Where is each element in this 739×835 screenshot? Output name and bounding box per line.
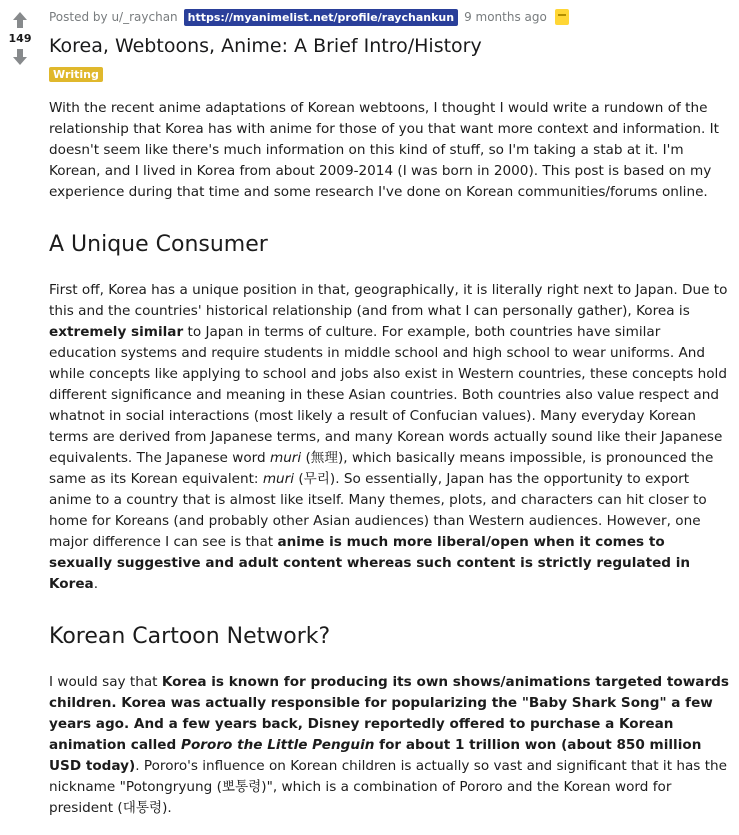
italic-span: muri <box>269 450 302 466</box>
text-span: First off, Korea has a unique position in that, geographically, it is literally right next to Japan. Due to this and the countries' historical relationship (and from what I can personally gather), Korea is <box>49 282 728 319</box>
bold-italic-span <box>181 737 374 753</box>
downvote-arrow-icon[interactable] <box>10 47 30 67</box>
post-flair-tag[interactable]: Writing <box>49 67 103 82</box>
text-span: to Japan in terms of culture. For example, both countries have similar education systems and require students in middle school and high school to wear uniforms. And while concepts like applying to school and jobs also exist in Western countries, these concepts hold different significance and meaning in these Asian countries. Both countries also value respect and whatnot in social interactions (most likely a result of Confucian values). Many everyday Korean terms are derived from Japanese terms, and many Korean words actually sound like their Japanese equivalents. The Japanese word <box>49 324 727 466</box>
award-icon[interactable] <box>555 9 569 25</box>
post-meta <box>49 0 729 34</box>
post-body <box>49 98 729 819</box>
bold-span: Korea is known for producing its own shows/animations targeted towards children. Korea was actually responsible for popularizing the "Baby Shark Song" a few years ago. And a few years back, Disney reportedly offered to purchase a Korean animation called <box>49 674 729 753</box>
section-paragraph-korean-cartoon-network <box>49 672 729 819</box>
bold-span: extremely similar <box>49 324 184 340</box>
section-paragraph-unique-consumer <box>49 280 729 595</box>
text-span: . <box>93 576 99 592</box>
user-flair-link[interactable]: https://myanimelist.net/profile/raychankun <box>184 9 458 26</box>
posted-by-link[interactable]: Posted by u/_raychan <box>49 10 178 24</box>
upvote-arrow-icon[interactable] <box>10 10 30 30</box>
bold-span: anime is much more liberal/open when it comes to sexually suggestive and adult content whereas such content is strictly regulated in Korea <box>49 534 691 592</box>
vote-column <box>0 0 40 67</box>
section-heading-unique-consumer: A Unique Consumer <box>49 232 268 257</box>
text-span: (無理), which basically means impossible, is pronounced the same as its Korean equivalent: <box>49 450 714 487</box>
italic-span: Pororo the Little Penguin <box>181 737 375 753</box>
text-span: (무리). So essentially, Japan has the opportunity to export anime to a country that is almost like itself. Many themes, plots, and characters can hit closer to home for Koreans (and probably other Asian audiences) than Western audiences. However, one major difference I can see is that <box>49 471 707 550</box>
italic-span: muri <box>262 471 295 487</box>
bold-span: for about 1 trillion won (about 850 million USD today) <box>49 737 702 774</box>
post-time[interactable]: 9 months ago <box>464 10 547 24</box>
text-span: . Pororo's influence on Korean children is actually so vast and significant that it has the nickname "Potongryung (뽀통령)", which is a combination of Pororo and the Korean word for president (대통령). <box>49 758 728 816</box>
post-title[interactable]: Korea, Webtoons, Anime: A Brief Intro/History <box>49 35 482 57</box>
post-content <box>49 0 729 835</box>
intro-paragraph: With the recent anime adaptations of Korean webtoons, I thought I would write a rundown of the relationship that Korea has with anime for those of you that want more context and information. It doesn't seem like there's much information on this kind of stuff, so I'm taking a stab at it. I'm Korean, and I lived in Korea from about 2009-2014 (I was born in 2000). This post is based on my experience during that time and some research I've done on Korean communities/forums online. <box>49 100 719 200</box>
text-span: I would say that <box>49 674 162 690</box>
section-heading-korean-cartoon-network: Korean Cartoon Network? <box>49 624 331 649</box>
vote-score: 149 <box>8 32 32 45</box>
